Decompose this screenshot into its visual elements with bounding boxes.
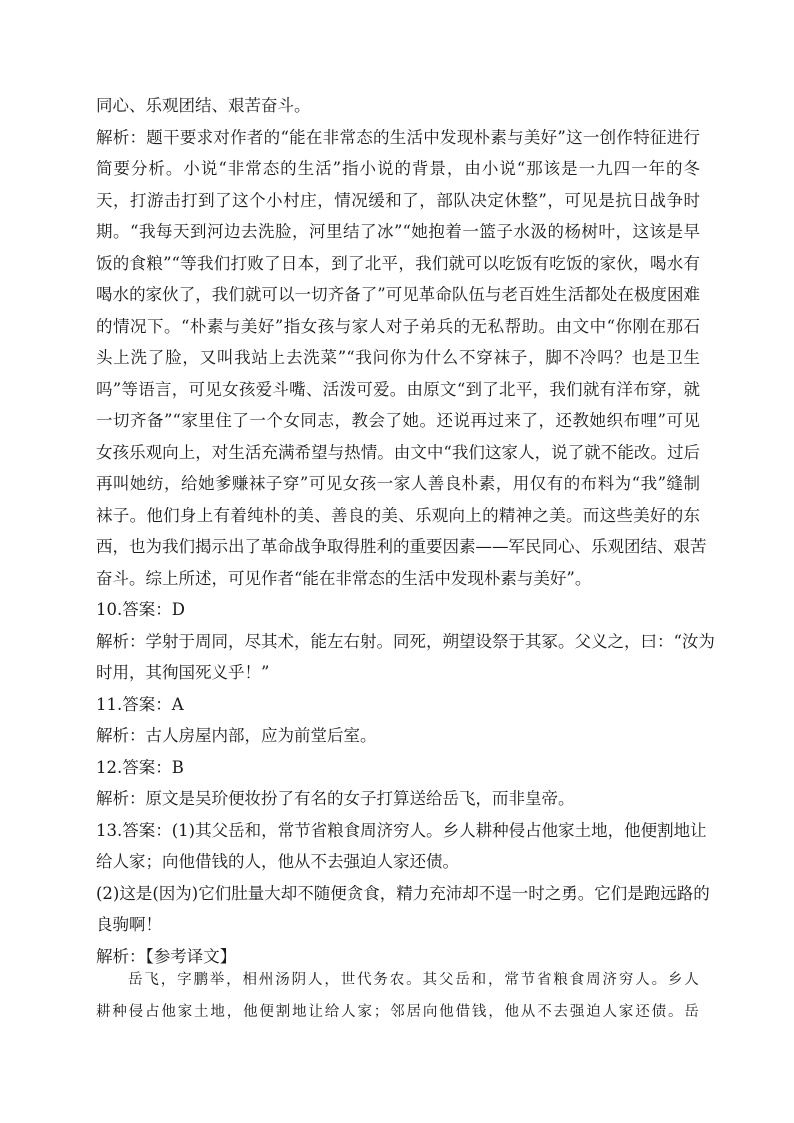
translation-line: 岳飞，字鹏举，相州汤阴人，世代务农。其父岳和，常节省粮食周济穷人。乡人 — [128, 972, 700, 988]
text-line: 解析：原文是吴玠便妆扮了有名的女子打算送给岳飞，而非皇帝。 — [96, 789, 575, 808]
text-line: 解析：古人房屋内部，应为前堂后室。 — [96, 726, 377, 745]
answer-text-block — [96, 90, 715, 972]
text-line: 喝水的家伙了，我们就可以一切齐备了”可见革命队伍与老百姓生活都处在极度困难 — [96, 285, 700, 304]
text-line: 期。“我每天到河边去洗脸，河里结了冰”“她抱着一篮子水汲的杨树叶，这该是早 — [96, 222, 700, 241]
translation-line: 耕种侵占他家土地，他便割地让给人家；邻居向他借钱，他从不去强迫人家还债。岳 — [96, 1004, 700, 1020]
text-line: 给人家；向他借钱的人，他从不去强迫人家还债。 — [96, 852, 459, 871]
text-line: (2)这是(因为)它们肚量大却不随便贪食，精力充沛却不逞一时之勇。它们是跑远路的 — [96, 883, 710, 903]
text-line: 的情况下。“朴素与美好”指女孩与家人对子弟兵的无私帮助。由文中“你刚在那石 — [96, 316, 700, 336]
text-line: 天，打游击打到了这个小村庄，情况缓和了，部队决定休整”，可见是抗日战争时 — [96, 190, 700, 210]
text-line: 时用，其徇国死义乎！” — [96, 663, 270, 682]
text-line: 奋斗。综上所述，可见作者“能在非常态的生活中发现朴素与美好”。 — [96, 568, 592, 588]
text-line: 西，也为我们揭示出了革命战争取得胜利的重要因素——军民同心、乐观团结、艰苦 — [96, 537, 707, 556]
text-line: 头上洗了脸，又叫我站上去洗菜”“我问你为什么不穿袜子，脚不冷吗？也是卫生 — [96, 348, 700, 367]
text-line: 吗”等语言，可见女孩爱斗嘴、活泼可爱。由原文“到了北平，我们就有洋布穿，就 — [96, 379, 700, 399]
answer-heading: 10.答案：D — [96, 600, 185, 619]
answer-heading: 12.答案：B — [96, 757, 184, 777]
text-line: 解析：题干要求对作者的“能在非常态的生活中发现朴素与美好”这一创作特征进行 — [96, 127, 700, 147]
text-line: 一切齐备”“家里住了一个女同志，教会了她。还说再过来了，还教她织布哩”可见 — [96, 411, 700, 430]
text-line: 袜子。他们身上有着纯朴的美、善良的美、乐观向上的精神之美。而这些美好的东 — [96, 505, 700, 525]
text-line: 解析：【参考译文】 — [96, 946, 237, 966]
answer-heading: 13.答案：(1)其父岳和，常节省粮食周济穷人。乡人耕种侵占他家土地，他便割地让 — [96, 820, 707, 840]
text-line: 女孩乐观向上，对生活充满希望与热情。由文中“我们这家人，说了就不能改。过后 — [96, 442, 700, 462]
reference-translation-block — [96, 964, 700, 1028]
text-line: 简要分析。小说“非常态的生活”指小说的背景，由小说“那该是一九四一年的冬 — [96, 159, 700, 178]
answer-heading: 11.答案：A — [96, 694, 184, 714]
text-line: 同心、乐观团结、艰苦奋斗。 — [96, 96, 311, 115]
text-line: 解析：学射于周同，尽其术，能左右射。同死，朔望设祭于其冢。父义之，曰：“汝为 — [96, 631, 715, 651]
text-line: 饭的食粮”“等我们打败了日本，到了北平，我们就可以吃饭有吃饭的家伙，喝水有 — [96, 253, 700, 273]
text-line: 良驹啊！ — [96, 915, 162, 934]
text-line: 再叫她纺，给她爹赚袜子穿”可见女孩一家人善良朴素，用仅有的布料为“我”缝制 — [96, 474, 700, 493]
